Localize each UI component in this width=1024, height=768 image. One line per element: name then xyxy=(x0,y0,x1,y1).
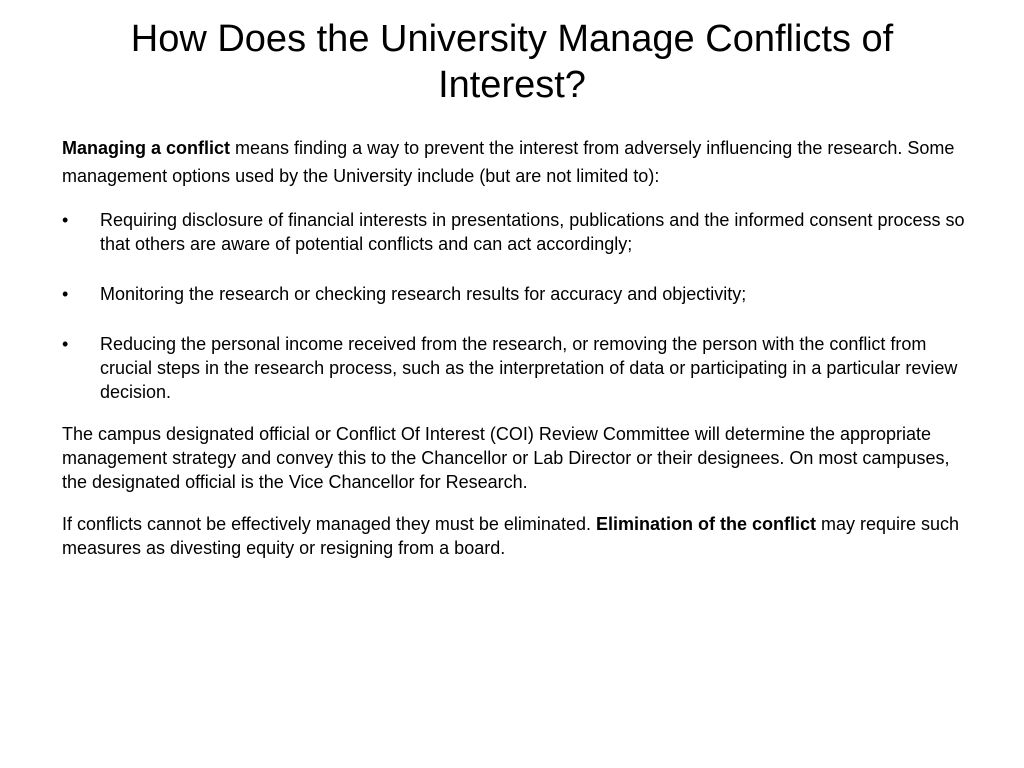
intro-text: means finding a way to prevent the interest from adversely influencing the research. Some management options used by the University include (but are not limited to): xyxy=(62,138,955,186)
intro-bold-lead: Managing a conflict xyxy=(62,138,231,158)
intro-paragraph xyxy=(62,134,978,190)
elimination-paragraph xyxy=(62,512,978,560)
slide-title: How Does the University Manage Conflicts of Interest? xyxy=(130,18,894,106)
list-item xyxy=(62,208,978,256)
elimination-rest: may require such measures as divesting equity or resigning from a board. xyxy=(62,514,960,558)
list-item-text: Requiring disclosure of financial interests in presentations, publications and the informed consent process so that others are aware of potential conflicts and can act accordingly; xyxy=(100,210,965,254)
list-item-text: Monitoring the research or checking research results for accuracy and objectivity; xyxy=(100,284,747,304)
list-item xyxy=(62,332,978,404)
list-item xyxy=(62,282,978,306)
slide-body xyxy=(62,134,978,578)
bullet-icon: • xyxy=(62,284,69,304)
elimination-lead: If conflicts cannot be effectively managed they must be eliminated. xyxy=(62,514,596,534)
list-item-text: Reducing the personal income received from the research, or removing the person with the conflict from crucial steps in the research process, such as the interpretation of data or participating in a particular review decision. xyxy=(100,334,958,402)
management-options-list xyxy=(62,208,978,404)
elimination-bold: Elimination of the conflict xyxy=(595,514,816,534)
committee-paragraph: The campus designated official or Conflict Of Interest (COI) Review Committee will determine the appropriate management strategy and convey this to the Chancellor or Lab Director or their designees. On most campuses, the designated official is the Vice Chancellor for Research. xyxy=(62,424,950,492)
bullet-icon: • xyxy=(62,210,69,230)
bullet-icon: • xyxy=(62,334,69,354)
